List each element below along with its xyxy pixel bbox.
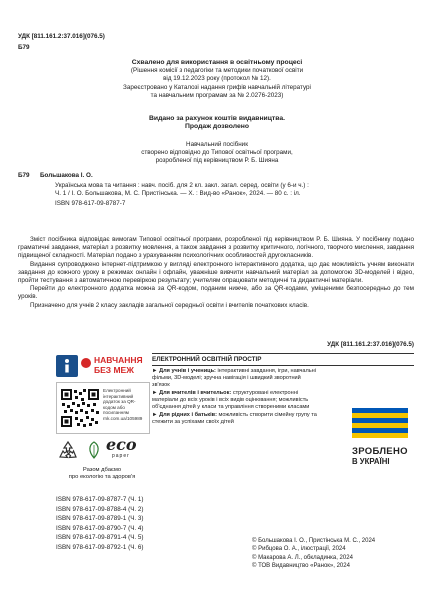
manual-line: створено відповідно до Типової освітньої програми, <box>141 149 293 157</box>
isbn-list <box>56 495 144 553</box>
eco-caption-line: про екологію та здоров'я <box>68 474 136 480</box>
approval-block <box>60 59 374 100</box>
ukraine-badge-line: ЗРОБЛЕНО <box>352 446 408 457</box>
catalog-isbn: ISBN 978-617-09-8787-7 <box>55 200 126 208</box>
eos-bullet: ► <box>152 368 160 374</box>
eos-item-lead: Для рідних і батьків: <box>159 412 217 418</box>
isbn-item: ISBN 978-617-09-8788-4 (Ч. 2) <box>56 505 144 513</box>
eos-item-text: інтерактивні завдання, ігри, навчальні фільми, 3D-моделі; зручна навігація і швидкий зворотний зв'язок <box>152 368 317 388</box>
eco-logo-sub: paper <box>112 453 130 459</box>
eco-caption-line: Разом дбаємо <box>82 467 122 473</box>
udk-right: УДК [811.161.2:37.016](076.5) <box>327 341 414 348</box>
eos-bullet: ► <box>152 412 160 418</box>
manual-line: розробленої під керівництвом Р. Б. Шияна <box>155 157 279 165</box>
eos-top-rule <box>152 353 414 354</box>
manual-block <box>60 141 374 166</box>
copyright-item: © ТОВ Видавництво «Ранок», 2024 <box>252 563 350 570</box>
bbk-code: Б79 <box>18 44 30 51</box>
annotation-paragraph: Призначено для учнів 2 класу закладів загальної середньої освіти і вчителів початкових класів. <box>30 301 309 309</box>
annotation-paragraph: Зміст посібника відповідає вимогам Типової освітньої програми, розробленої під керівництвом Р. Б. Шияна. У посібнику подано граматичні завдання, матеріал з розвитку мовлення, а також завдання з розвитку критичного, логічного, творчого мислення, завдання підвищеної складності. Матеріал подано з урахуванням психологічних особливостей другокласників. <box>18 236 414 260</box>
qr-code-icon[interactable] <box>60 388 100 428</box>
copyright-list <box>252 537 375 571</box>
eos-panel <box>152 356 414 364</box>
publisher-note <box>60 115 374 131</box>
ukraine-badge-line: В УКРАЇНІ <box>352 457 390 466</box>
copyright-item: © Большакова І. О., Пристінська М. С., 2024 <box>252 538 376 544</box>
copyright-item: © Рибцова О. А., ілюстрації, 2024 <box>252 546 346 553</box>
eos-title: ЕЛЕКТРОННИЙ ОСВІТНІЙ ПРОСТІР <box>152 356 262 363</box>
publisher-note-line: Видано за рахунок коштів видавництва. <box>149 115 285 122</box>
eos-item-text: структуровані електронні матеріали до всіх уроків і всіх видів оцінювання; можливість об'єднання дітей у класи та управління створеними класами <box>152 390 310 410</box>
isbn-item: ISBN 978-617-09-8789-1 (Ч. 3) <box>56 515 144 523</box>
isbn-item: ISBN 978-617-09-8791-4 (Ч. 5) <box>56 534 144 542</box>
copyright-item: © Макарова А. Л., обкладинка, 2024 <box>252 554 353 561</box>
eos-item <box>152 368 318 389</box>
approval-line: Зареєстровано у Каталозі надання грифів навчальній літературі <box>123 83 311 91</box>
badge-line: БЕЗ МЕЖ <box>94 365 134 375</box>
made-in-ukraine-badge <box>352 408 410 470</box>
publisher-note-line: Продаж дозволено <box>185 123 249 131</box>
catalog-line: Ч. 1 / І. О. Большакова, М. С. Пристінська. — Х. : Вид-во «Ранок», 2024. — 80 с. : іл. <box>55 190 301 198</box>
udk-code: УДК [811.161.2:37.016](076.5) <box>18 33 105 40</box>
eco-caption <box>56 467 148 481</box>
eos-item <box>152 412 318 426</box>
eco-brand <box>106 437 137 459</box>
catalog-code: Б79 <box>18 172 30 179</box>
approval-line: від 19.12.2023 року (протокол № 12). <box>163 75 271 83</box>
annotation <box>18 236 414 310</box>
isbn-item: ISBN 978-617-09-8790-7 (Ч. 4) <box>56 524 144 532</box>
annotation-paragraph: Видання супроводжено інтернет-підтримкою у вигляді електронного інтерактивного додатка, що дає можливість учням виконати завдання до кожного уроку в режимах онлайн і офлайн, уважніше вивчити навчальний матеріал за допомогою 3D-моделей і відео, пройти тестування з автоматичною перевіркою результату; учителям опрацювати методичні та дидактичні матеріали. <box>18 260 414 285</box>
isbn-item: ISBN 978-617-09-8792-1 (Ч. 6) <box>56 543 144 551</box>
learning-badge <box>56 354 146 378</box>
eco-logos <box>56 437 148 487</box>
eos-list <box>152 368 318 426</box>
eco-logo-text: eco <box>106 435 137 454</box>
info-icon <box>56 355 78 377</box>
manual-line: Навчальний посібник <box>186 141 248 148</box>
annotation-paragraph: Перейти до електронного додатка можна за QR-кодом, поданим нижче, або за QR-кодами, уміщеними безпосередньо до тем уроків. <box>18 285 414 301</box>
qr-panel <box>56 382 150 434</box>
eos-title-rule <box>152 365 414 366</box>
catalog-line: Українська мова та читання : навч. посіб. для 2 кл. закл. загал. серед. освіти (у 6-и ч.) : <box>55 182 309 189</box>
recycle-icon <box>56 439 80 463</box>
approval-line: та навчальним програмам за № 2.0276-2023) <box>150 91 284 99</box>
eos-item-text: можливість створити сімейну групу та стежити за успіхами своїх дітей <box>152 412 317 425</box>
eos-item <box>152 390 318 411</box>
leaf-icon <box>86 441 102 459</box>
catalog-author: Большакова І. О. <box>40 172 93 179</box>
ukraine-flag-icon <box>352 408 408 442</box>
approval-line: (Рішення комісії з педагогіки та методики початкової освіти <box>130 67 304 75</box>
eos-item-lead: Для вчителів і вчительок: <box>159 390 232 396</box>
badge-dot-icon <box>81 358 91 368</box>
eos-bullet: ► <box>152 390 160 396</box>
approval-title: Схвалено для використання в освітньому процесі <box>131 59 303 66</box>
isbn-item: ISBN 978-617-09-8787-7 (Ч. 1) <box>56 496 144 503</box>
catalog-description <box>55 182 415 209</box>
qr-caption: Електронний інтерактивний додаток за QR-кодом або посиланням rnk.com.ua/105989 <box>103 388 143 421</box>
eos-item-lead: Для учнів і учениць: <box>159 368 216 374</box>
badge-line: НАВЧАННЯ <box>94 355 143 365</box>
